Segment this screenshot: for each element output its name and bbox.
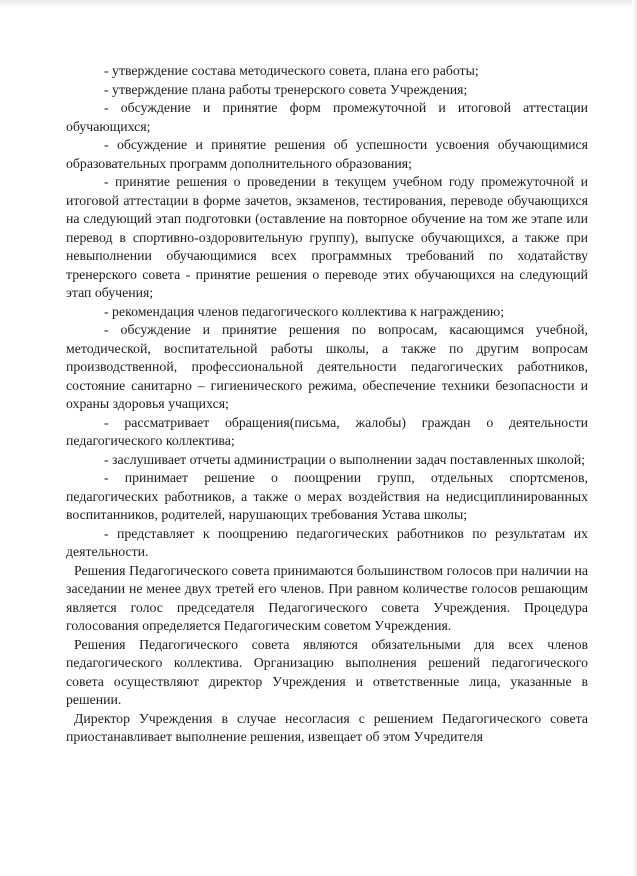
- list-item-program-mastery: - обсуждение и принятие решения об успешности усвоения обучающимися образовательных программ дополнительного образования;: [66, 137, 588, 171]
- list-item-staff-encouragement: - представляет к поощрению педагогических работников по результатам их деятельности.: [66, 525, 588, 559]
- list-item-methodical-council: - утверждение состава методического совета, плана его работы;: [104, 63, 479, 78]
- scan-edge-shadow-top: [0, 0, 637, 8]
- list-item-attestation-forms: - обсуждение и принятие форм промежуточной и итоговой аттестации обучающихся;: [66, 100, 588, 134]
- list-item-citizen-appeals: - рассматривает обращения(письма, жалобы) граждан о деятельности педагогического коллектива;: [66, 414, 588, 448]
- scan-edge-shadow-right: [632, 0, 637, 876]
- list-item-administration-reports: - заслушивает отчеты администрации о выполнении задач поставленных школой;: [104, 451, 586, 467]
- list-item-coaching-council-plan: - утверждение плана работы тренерского совета Учреждения;: [104, 81, 468, 97]
- document-body: [66, 62, 588, 747]
- paragraph-decisions-binding: Решения Педагогического совета являются обязательными для всех членов педагогического коллектива. Организацию выполнения решений педагогического совета осуществляют директор Учреждения и ответственные лица, указанные в решении.: [66, 636, 588, 707]
- list-item-award-recommendation: - рекомендация членов педагогического коллектива к награждению;: [104, 303, 505, 319]
- list-item-educational-questions: - обсуждение и принятие решения по вопросам, касающимся учебной, методической, воспитательной работы школы, а также по другим вопросам производственной, профессиональной деятельности педагогических работников, состояние санитарно – гигиенического режима, обеспечение техники безопасности и охраны здоровья учащихся;: [66, 322, 588, 411]
- list-item-attestation-decision: - принятие решения о проведении в текущем учебном году промежуточной и итоговой аттестации в форме зачетов, экзаменов, тестирования, переводе обучающихся на следующий этап подготовки (оставление на повторное обучение на том же этапе или перевод в спортивно-оздоровительную группу), выпуске обучающихся, а также при невыполнении обучающимися всех программных требований по ходатайству тренерского совета - принятие решения о переводе этих обучающихся на следующий этап обучения;: [66, 174, 588, 300]
- list-item-encouragement-decision: - принимает решение о поощрении групп, отдельных спортсменов, педагогических работников, а также о мерах воздействия на недисциплинированных воспитанников, родителей, нарушающих требования Устава школы;: [66, 470, 588, 522]
- paragraph-director-disagreement: Директор Учреждения в случае несогласия с решением Педагогического совета приостанавливает выполнение решения, извещает об этом Учредителя: [66, 710, 588, 744]
- paragraph-voting-rules: Решения Педагогического совета принимаются большинством голосов при наличии на заседании не менее двух третей его членов. При равном количестве голосов решающим является голос председателя Педагогического совета Учреждения. Процедура голосования определяется Педагогическим советом Учреждения.: [66, 562, 588, 633]
